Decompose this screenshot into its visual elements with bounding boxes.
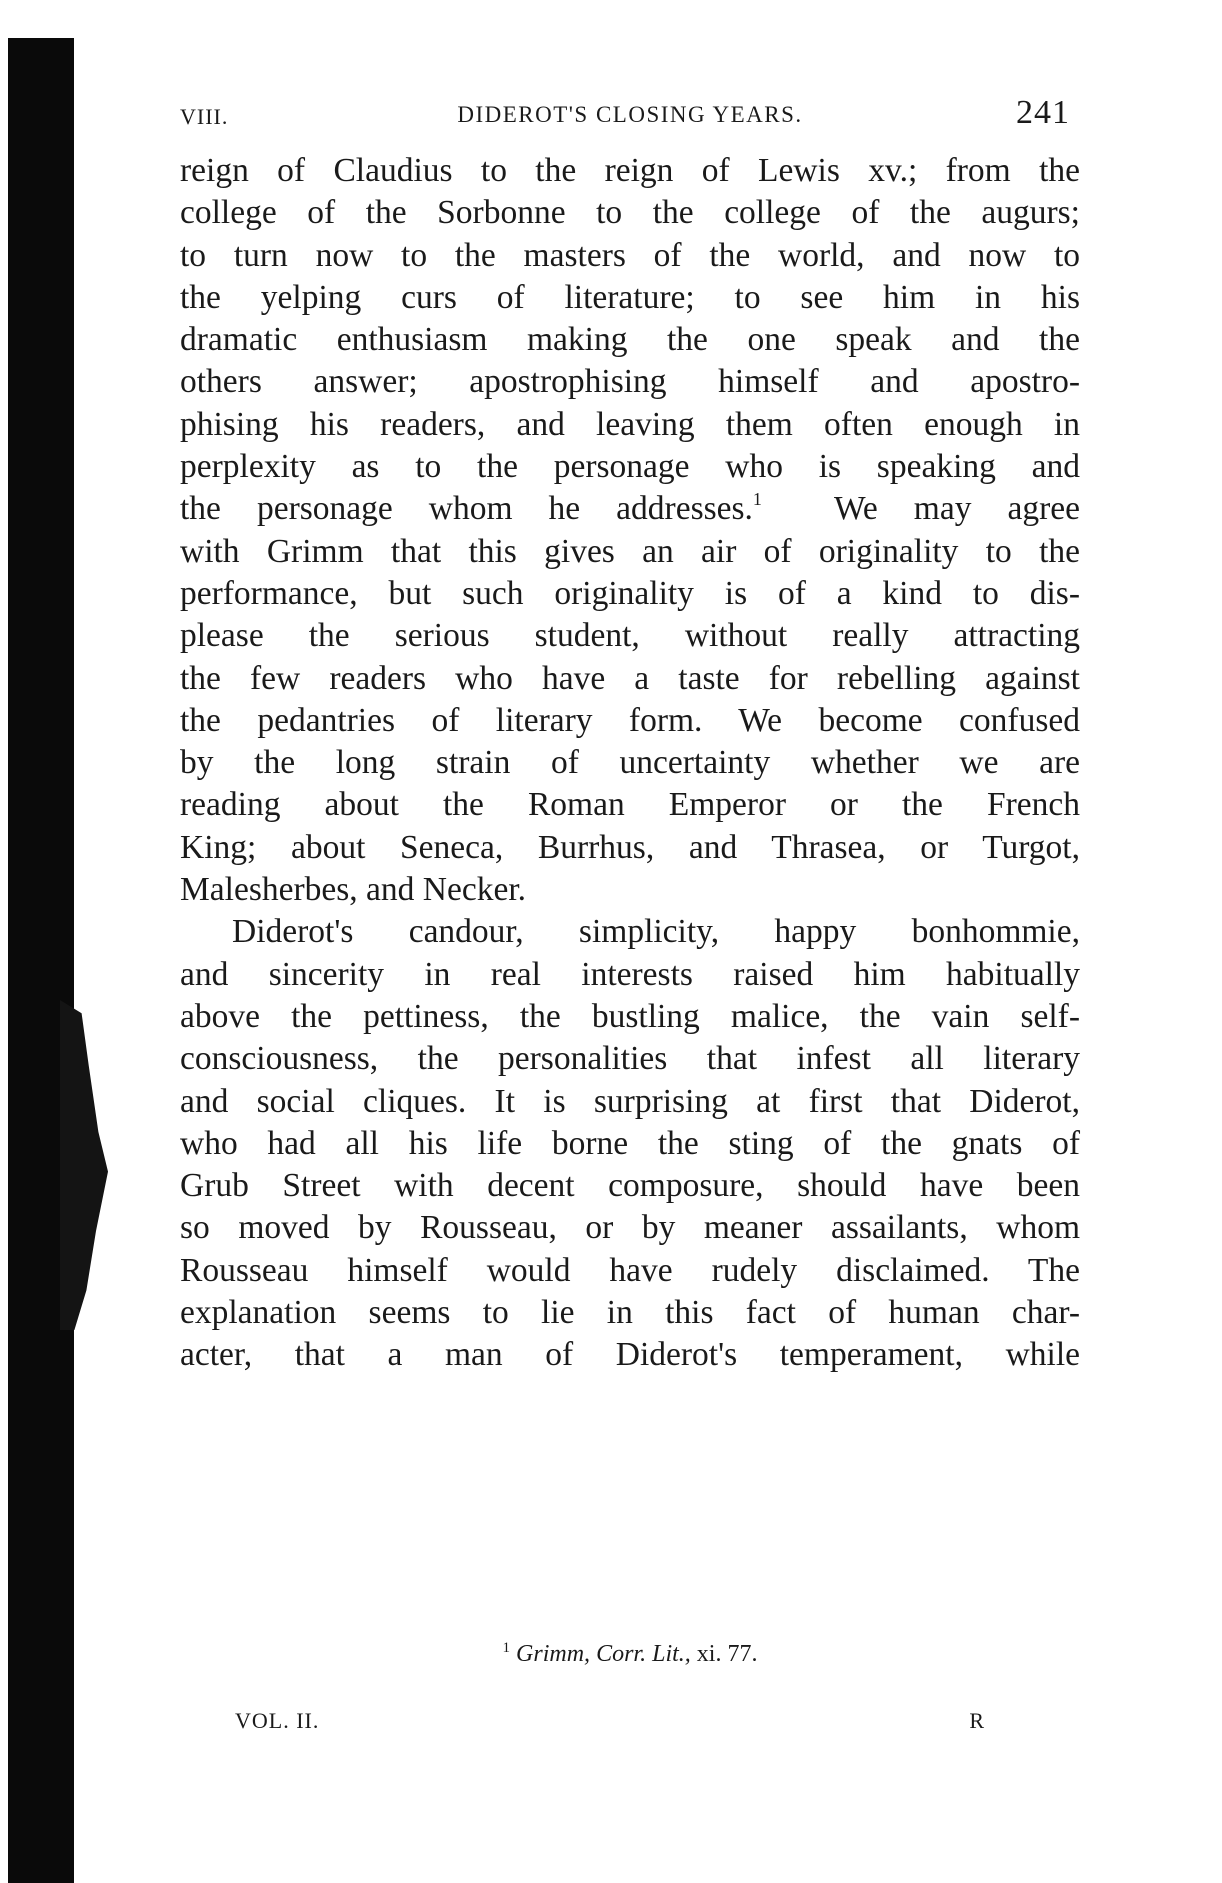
- text-line: King; about Seneca, Burrhus, and Thrasea, or Turgot,: [180, 828, 1080, 866]
- text-line: with Grimm that this gives an air of originality to the: [180, 532, 1080, 570]
- text-line: Rousseau himself would have rudely disclaimed. The: [180, 1251, 1080, 1289]
- text-line: performance, but such originality is of a kind to dis-: [180, 574, 1080, 612]
- text-line: college of the Sorbonne to the college of the augurs;: [180, 194, 1080, 232]
- text-line: to turn now to the masters of the world, and now to: [180, 236, 1080, 274]
- text-line-with-footnote: [180, 488, 1080, 530]
- text-line: reign of Claudius to the reign of Lewis xv.; from the: [180, 152, 1080, 189]
- running-head: [180, 94, 1080, 140]
- text-line: Diderot's candour, simplicity, happy bonhommie,: [232, 913, 1080, 951]
- text-fragment: the personage whom he addresses.: [180, 490, 753, 528]
- text-line: the yelping curs of literature; to see him in his: [180, 278, 1080, 316]
- text-line: explanation seems to lie in this fact of human char-: [180, 1294, 1080, 1332]
- text-line: others answer; apostrophising himself and apostro-: [180, 363, 1080, 401]
- book-page: [180, 0, 1080, 1883]
- text-fragment: We may agree: [833, 490, 1081, 528]
- chapter-number: VIII.: [180, 104, 229, 129]
- text-line: Grub Street with decent composure, should have been: [180, 1167, 1080, 1205]
- text-line: consciousness, the personalities that infest all literary: [180, 1040, 1080, 1078]
- signature-mark: R: [969, 1708, 985, 1733]
- text-line: who had all his life borne the sting of the gnats of: [180, 1124, 1080, 1162]
- paragraph-2: [180, 911, 1080, 1376]
- text-line: please the serious student, without really attracting: [180, 617, 1080, 655]
- page-number: 241: [1016, 94, 1070, 131]
- binding-shadow: [8, 38, 74, 1883]
- page-footer: [180, 1708, 1080, 1748]
- footnote-author: Grimm,: [516, 1641, 591, 1667]
- footnote: [180, 1640, 1080, 1668]
- text-line: phising his readers, and leaving them often enough in: [180, 405, 1080, 443]
- footnote-marker: 1: [752, 489, 762, 510]
- footnote-work: Corr. Lit.,: [596, 1641, 691, 1667]
- text-line: so moved by Rousseau, or by meaner assailants, whom: [180, 1209, 1080, 1247]
- text-line: reading about the Roman Emperor or the French: [180, 786, 1080, 824]
- text-line: dramatic enthusiasm making the one speak and the: [180, 321, 1080, 359]
- text-line: the pedantries of literary form. We become confused: [180, 701, 1080, 739]
- body-text: [180, 150, 1080, 1377]
- text-line: and sincerity in real interests raised him habitually: [180, 955, 1080, 993]
- running-title: DIDEROT'S CLOSING YEARS.: [457, 102, 803, 127]
- text-line: the few readers who have a taste for rebelling against: [180, 659, 1080, 697]
- text-line: acter, that a man of Diderot's temperament, while: [180, 1336, 1080, 1374]
- text-line: above the pettiness, the bustling malice, the vain self-: [180, 997, 1080, 1035]
- paragraph-1: [180, 150, 1080, 911]
- footnote-reference: xi. 77.: [696, 1641, 758, 1667]
- text-line: Malesherbes, and Necker.: [180, 871, 527, 909]
- binding-shadow-notch: [60, 1000, 108, 1330]
- text-line: and social cliques. It is surprising at first that Diderot,: [180, 1082, 1080, 1120]
- volume-label: VOL. II.: [235, 1708, 320, 1733]
- text-line: by the long strain of uncertainty whether we are: [180, 744, 1080, 782]
- text-line: perplexity as to the personage who is speaking and: [180, 448, 1080, 486]
- footnote-number: 1: [502, 1640, 511, 1656]
